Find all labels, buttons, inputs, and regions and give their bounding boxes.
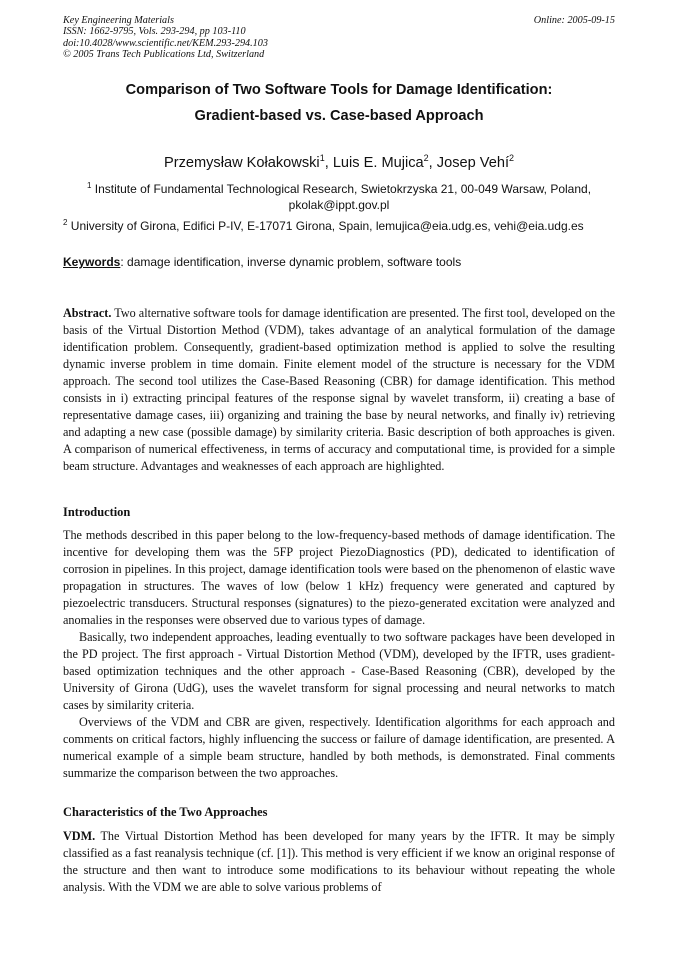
journal-copyright: © 2005 Trans Tech Publications Ltd, Switzerland — [63, 49, 265, 61]
author-affiliation-mark: 2 — [423, 153, 429, 164]
keywords-text: : damage identification, inverse dynamic problem, software tools — [120, 255, 462, 269]
affiliation-number: 1 — [86, 181, 92, 190]
author-list: Przemysław Kołakowski$^1$, Luis E. Mujica$^2$, Josep Vehí$^2$ — [163, 153, 515, 171]
author-affiliation-mark: 1 — [319, 153, 325, 164]
journal-name: Key Engineering Materials — [63, 15, 174, 26]
journal-issn: ISSN: 1662-9795, Vols. 293-294, pp 103-110 — [63, 26, 246, 38]
affiliation-2 — [63, 219, 623, 235]
journal-header — [63, 15, 615, 61]
online-date: Online: 2005-09-15 — [533, 15, 615, 26]
author-name: Przemysław Kołakowski — [163, 155, 320, 171]
vdm-label: VDM. — [63, 829, 96, 843]
paragraph: Overviews of the VDM and CBR are given, respectively. Identification algorithms for each approach and comments on critical factors, highly influencing the success or failure of damage identification, are presented. A numerical example of a simple beam structure, handled by both methods, is demonstrated. Final comments summarize the comparison between the two approaches. — [63, 715, 615, 780]
author-name: Josep Vehí — [436, 155, 509, 171]
paper-title-line-2: Gradient-based vs. Case-based Approach — [194, 108, 484, 124]
vdm-paragraph — [63, 828, 615, 896]
journal-doi: doi:10.4028/www.scientific.net/KEM.293-294.103 — [63, 37, 268, 49]
section-heading-characteristics: Characteristics of the Two Approaches — [63, 805, 268, 819]
affiliation-1 — [63, 182, 615, 213]
author-affiliation-mark: 2 — [509, 153, 515, 164]
abstract-label: Abstract. — [63, 306, 112, 320]
affiliation-number: 2 — [63, 218, 68, 227]
paper-title-line-1: Comparison of Two Software Tools for Damage Identification: — [125, 82, 553, 98]
vdm-text: The Virtual Distortion Method has been developed for many years by the IFTR. It may be simply classified as a fast reanalysis technique (cf. [1]). This method is very efficient if we know an original response of the structure and then want to introduce some modifications to its behaviour without repeating the whole analysis. With the VDM we are able to solve various problems of — [63, 829, 615, 894]
affiliation-text: Institute of Fundamental Technological Research, Swietokrzyska 21, 00-049 Warsaw, Poland, — [94, 182, 592, 196]
abstract — [63, 305, 615, 475]
abstract-text: Two alternative software tools for damage identification are presented. The first tool, developed on the basis of the Virtual Distortion Method (VDM), takes advantage of an analytical formulation of the damage identification problem. Consequently, gradient-based optimization method is applied to solve the resulting dynamic inverse problem in time domain. Finite element model of the structure is necessary for the VDM approach. The second tool utilizes the Case-Based Reasoning (CBR) for damage identification. This method consists in i) extracting principal features of the response signal by wavelet transform, ii) creating a base of representative damage cases, iii) organizing and training the base by neural networks, and finally iv) retrieving and adapting a new case (possible damage) by similarity criteria. Basic description of both approaches is given. A comparison of numerical effectiveness, in terms of accuracy and computational time, is provided for a simple beam structure. Advantages and weaknesses of each approach are highlighted. — [63, 306, 615, 473]
author-name: Luis E. Mujica — [332, 155, 424, 171]
affiliation-email: pkolak@ippt.gov.pl — [288, 197, 390, 212]
section-heading-introduction: Introduction — [63, 505, 131, 519]
keywords — [63, 255, 623, 269]
paragraph: The methods described in this paper belong to the low-frequency-based methods of damage identification. The incentive for developing them was the 5FP project PiezoDiagnostics (PD), dedicated to identification of corrosion in pipelines. In this project, damage identification tools were based on the phenomenon of elastic wave propagation in structures. The waves of low (below 1 kHz) frequency were generated and captured by piezoelectric transducers. Structural responses (signatures) to the piezo-generated excitation were analyzed and anomalies in the responses were observed due to various types of damage. — [63, 528, 615, 627]
paragraph: Basically, two independent approaches, leading eventually to two software packages have been developed in the PD project. The first approach - Virtual Distortion Method (VDM), developed by the IFTR, uses gradient-based optimization techniques and the other approach - Case-Based Reasoning (CBR), developed by the University of Girona (UdG), uses the wavelet transform for signal processing and neural networks to match cases by similarity criteria. — [63, 630, 615, 712]
introduction-body — [63, 527, 615, 782]
affiliation-text: University of Girona, Edifici P-IV, E-17071 Girona, Spain, lemujica@eia.udg.es, vehi@eia.udg.es — [70, 219, 584, 233]
keywords-label: Keywords — [63, 255, 121, 269]
